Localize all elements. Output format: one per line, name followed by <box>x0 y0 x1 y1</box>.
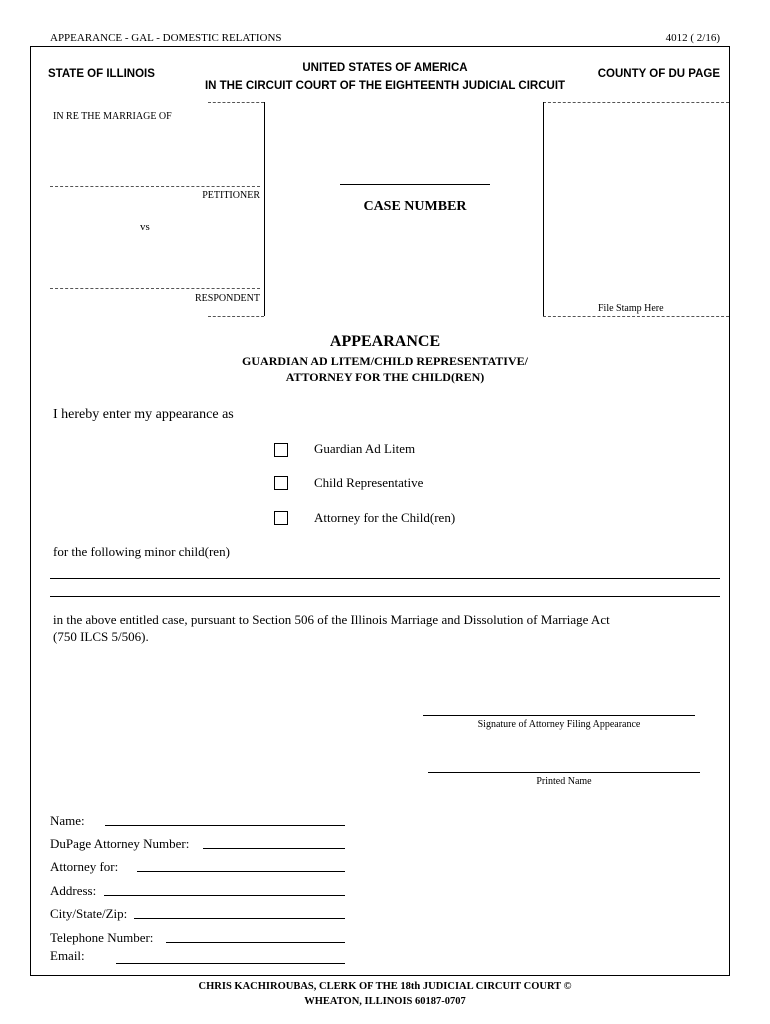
header-rule <box>30 46 730 47</box>
case-number-label: CASE NUMBER <box>363 199 467 214</box>
statute-line-1: in the above entitled case, pursuant to Section 506 of the Illinois Marriage and Dissolution of Marriage Act <box>53 612 610 627</box>
file-stamp-label: File Stamp Here <box>598 303 664 314</box>
guardian-ad-litem-label: Guardian Ad Litem <box>314 441 416 456</box>
attorney-for-label: Attorney for: <box>50 859 119 874</box>
printed-name-label: Printed Name <box>536 776 592 787</box>
child-representative-checkbox[interactable] <box>274 476 288 490</box>
stamp-left-line <box>543 102 544 316</box>
email-label: Email: <box>50 948 85 963</box>
attorney-number-label: DuPage Attorney Number: <box>50 836 190 851</box>
name-field[interactable] <box>105 825 345 826</box>
address-field[interactable] <box>104 895 345 896</box>
form-title: APPEARANCE - GAL - DOMESTIC RELATIONS <box>50 32 282 44</box>
caption-bottom-dash <box>208 316 264 317</box>
city-state-zip-label: City/State/Zip: <box>50 906 128 921</box>
statute-line-2: (750 ILCS 5/506). <box>53 629 149 644</box>
email-field[interactable] <box>116 963 345 964</box>
intro-text: I hereby enter my appearance as <box>53 407 234 422</box>
form-number: 4012 ( 2/16) <box>665 32 720 44</box>
telephone-field[interactable] <box>166 942 345 943</box>
address-label: Address: <box>50 883 97 898</box>
appearance-title: APPEARANCE <box>329 333 441 350</box>
attorney-for-children-label: Attorney for the Child(ren) <box>314 510 456 525</box>
signature-line[interactable] <box>423 715 695 716</box>
children-text: for the following minor child(ren) <box>53 544 230 559</box>
country-label: UNITED STATES OF AMERICA <box>302 62 468 74</box>
children-line-1[interactable] <box>50 578 720 579</box>
attorney-for-field[interactable] <box>137 871 345 872</box>
signature-label: Signature of Attorney Filing Appearance <box>477 719 641 730</box>
caption-bracket-line <box>264 102 265 316</box>
name-label: Name: <box>50 813 85 828</box>
court-label: IN THE CIRCUIT COURT OF THE EIGHTEENTH JUDICIAL CIRCUIT <box>204 80 566 92</box>
case-number-line[interactable] <box>340 184 490 185</box>
guardian-ad-litem-checkbox[interactable] <box>274 443 288 457</box>
child-representative-label: Child Representative <box>314 475 424 490</box>
respondent-label: RESPONDENT <box>194 293 260 304</box>
petitioner-line[interactable] <box>50 186 260 187</box>
printed-name-line[interactable] <box>428 772 700 773</box>
attorney-number-field[interactable] <box>203 848 345 849</box>
appearance-subtitle-1: GUARDIAN AD LITEM/CHILD REPRESENTATIVE/ <box>242 354 528 368</box>
stamp-top-dash <box>543 102 729 103</box>
footer-line-1: CHRIS KACHIROUBAS, CLERK OF THE 18th JUDICIAL CIRCUIT COURT © <box>198 981 572 992</box>
page-border-bottom <box>30 975 730 976</box>
county-label: COUNTY OF DU PAGE <box>597 68 720 80</box>
city-state-zip-field[interactable] <box>134 918 345 919</box>
children-line-2[interactable] <box>50 596 720 597</box>
state-label: STATE OF ILLINOIS <box>48 68 155 80</box>
page-border-left <box>30 46 31 976</box>
caption-top-dash <box>208 102 264 103</box>
telephone-label: Telephone Number: <box>50 930 154 945</box>
respondent-line[interactable] <box>50 288 260 289</box>
vs-label: vs <box>140 221 150 233</box>
in-re-label: IN RE THE MARRIAGE OF <box>53 111 172 122</box>
petitioner-label: PETITIONER <box>202 190 260 201</box>
attorney-for-children-checkbox[interactable] <box>274 511 288 525</box>
appearance-subtitle-2: ATTORNEY FOR THE CHILD(REN) <box>285 370 485 384</box>
page-border-right <box>729 46 730 976</box>
stamp-bottom-dash <box>543 316 729 317</box>
footer-line-2: WHEATON, ILLINOIS 60187-0707 <box>304 996 466 1007</box>
